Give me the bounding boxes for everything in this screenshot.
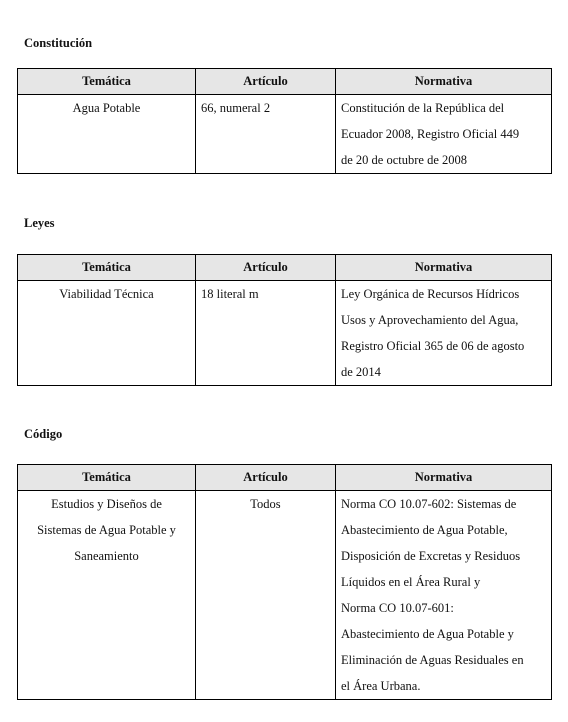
tematica-line: Saneamiento bbox=[74, 549, 139, 563]
section-title-codigo: Código bbox=[24, 427, 63, 441]
header-normativa: Normativa bbox=[336, 69, 552, 95]
section-title-constitucion: Constitución bbox=[24, 36, 93, 50]
normativa-line: de 20 de octubre de 2008 bbox=[341, 153, 468, 167]
table-row bbox=[18, 281, 552, 386]
cell-normativa bbox=[336, 281, 552, 386]
cell-normativa bbox=[336, 95, 552, 174]
cell-normativa bbox=[336, 491, 552, 700]
tematica-line: Estudios y Diseños de bbox=[51, 497, 162, 511]
cell-tematica: Viabilidad Técnica bbox=[18, 281, 196, 386]
normativa-line: Líquidos en el Área Rural y bbox=[341, 575, 481, 589]
normativa-line: Constitución de la República del bbox=[341, 101, 505, 115]
header-articulo: Artículo bbox=[196, 69, 336, 95]
cell-articulo: 66, numeral 2 bbox=[196, 95, 336, 174]
cell-articulo: Todos bbox=[196, 491, 336, 700]
normativa-line: Norma CO 10.07-601: bbox=[341, 601, 454, 615]
codigo-table bbox=[17, 464, 552, 700]
tematica-line: Sistemas de Agua Potable y bbox=[37, 523, 176, 537]
normativa-line: Ecuador 2008, Registro Oficial 449 bbox=[341, 127, 520, 141]
normativa-line: de 2014 bbox=[341, 365, 381, 379]
normativa-line: Eliminación de Aguas Residuales en bbox=[341, 653, 524, 667]
section-title-leyes: Leyes bbox=[24, 216, 55, 230]
header-articulo: Artículo bbox=[196, 255, 336, 281]
header-normativa: Normativa bbox=[336, 465, 552, 491]
table-header-row bbox=[18, 69, 552, 95]
normativa-line: Norma CO 10.07-602: Sistemas de bbox=[341, 497, 517, 511]
normativa-line: Usos y Aprovechamiento del Agua, bbox=[341, 313, 519, 327]
cell-tematica bbox=[18, 491, 196, 700]
normativa-line: Registro Oficial 365 de 06 de agosto bbox=[341, 339, 525, 353]
table-row bbox=[18, 95, 552, 174]
normativa-line: Ley Orgánica de Recursos Hídricos bbox=[341, 287, 520, 301]
header-tematica: Temática bbox=[18, 69, 196, 95]
header-articulo: Artículo bbox=[196, 465, 336, 491]
header-tematica: Temática bbox=[18, 465, 196, 491]
header-normativa: Normativa bbox=[336, 255, 552, 281]
header-tematica: Temática bbox=[18, 255, 196, 281]
normativa-line: el Área Urbana. bbox=[341, 679, 421, 693]
cell-articulo: 18 literal m bbox=[196, 281, 336, 386]
cell-tematica: Agua Potable bbox=[18, 95, 196, 174]
table-header-row bbox=[18, 255, 552, 281]
normativa-line: Disposición de Excretas y Residuos bbox=[341, 549, 521, 563]
normativa-line: Abastecimiento de Agua Potable, bbox=[341, 523, 508, 537]
table-row bbox=[18, 491, 552, 700]
normativa-line: Abastecimiento de Agua Potable y bbox=[341, 627, 514, 641]
constitucion-table bbox=[17, 68, 552, 174]
leyes-table bbox=[17, 254, 552, 386]
table-header-row bbox=[18, 465, 552, 491]
